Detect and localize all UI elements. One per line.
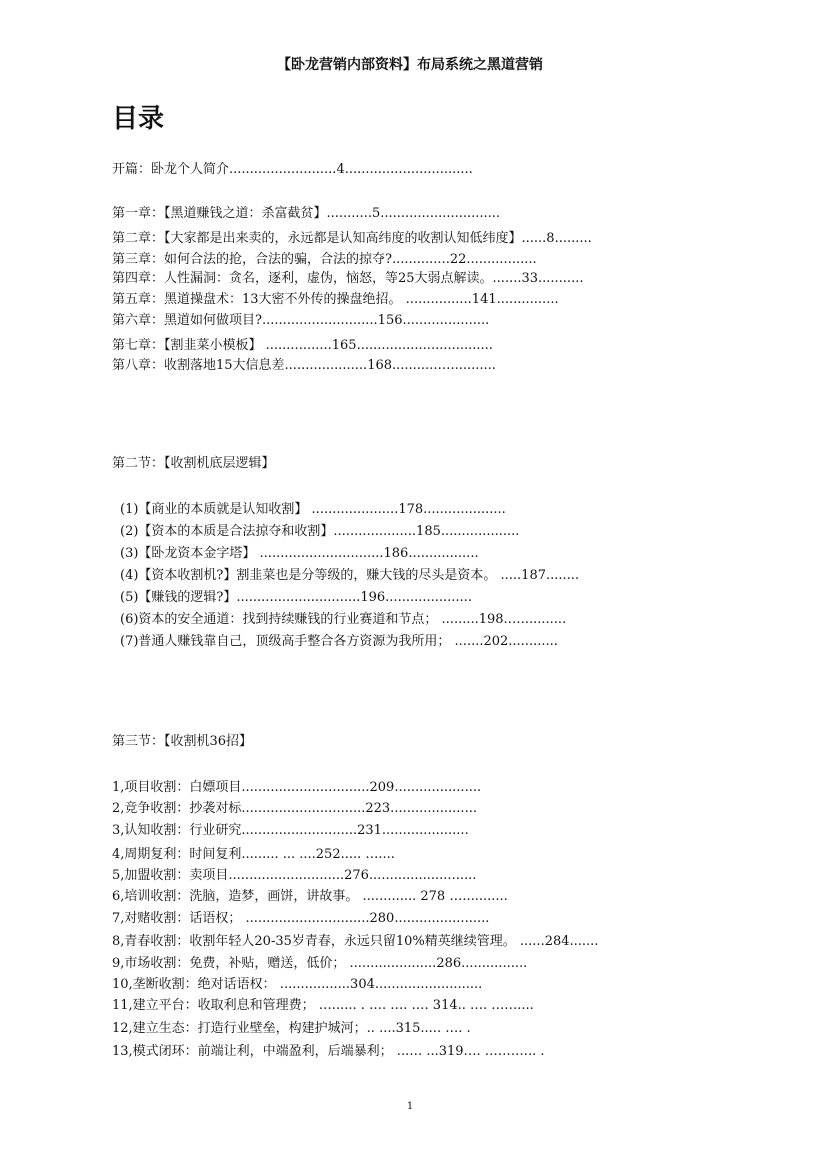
toc-intro[interactable]: 开篇：卧龙个人简介..........................4............................... bbox=[112, 162, 473, 177]
toc-section-3-item[interactable]: 3,认知收割：行业研究............................231..................... bbox=[112, 823, 469, 838]
toc-chapter-3[interactable]: 第三章：如何合法的抢，合法的骗，合法的掠夺?..............22................. bbox=[112, 252, 537, 267]
section-2-heading: 第二节：【收割机底层逻辑】 bbox=[112, 456, 275, 471]
toc-section-2-item[interactable]: (1)【商业的本质就是认知收割】 .....................178.................... bbox=[120, 502, 506, 517]
document-header: 【卧龙营销内部资料】布局系统之黑道营销 bbox=[277, 57, 543, 73]
toc-section-3-item[interactable]: 8,青春收割：收割年轻人20-35岁青春，永远只留10%精英继续管理。 ......284....... bbox=[112, 934, 599, 949]
toc-section-3-item[interactable]: 7,对赌收割：话语权； ..............................280....................... bbox=[112, 911, 490, 926]
toc-chapter-1[interactable]: 第一章：【黑道赚钱之道：杀富截贫】...........5............................. bbox=[112, 206, 501, 221]
toc-section-3-item[interactable]: 4,周期复利：时间复利......... ... ....252..... ….... bbox=[112, 847, 395, 862]
toc-section-2-item[interactable]: (3)【卧龙资本金字塔】 ..............................186................. bbox=[120, 546, 479, 561]
toc-chapter-5[interactable]: 第五章：黑道操盘术：13大密不外传的操盘绝招。 ................141............... bbox=[112, 292, 559, 307]
toc-section-3-item[interactable]: 9,市场收割：免费，补贴，赠送，低价； .....................286................ bbox=[112, 956, 528, 971]
toc-section-2-item[interactable]: (5)【赚钱的逻辑?】..............................196..................... bbox=[120, 590, 472, 605]
page-number: 1 bbox=[406, 1101, 414, 1112]
toc-chapter-2[interactable]: 第二章：【大家都是出来卖的，永远都是认知高纬度的收割认知低纬度】......8......... bbox=[112, 231, 592, 246]
toc-section-2-item[interactable]: (4)【资本收割机?】割韭菜也是分等级的，赚大钱的尽头是资本。 .....187........ bbox=[120, 568, 580, 583]
toc-chapter-6[interactable]: 第六章：黑道如何做项目?............................156..................... bbox=[112, 313, 490, 328]
toc-chapter-4[interactable]: 第四章：人性漏洞：贪名，逐利，虚伪，恼怒，等25大弱点解读。.......33........... bbox=[112, 271, 584, 286]
page-title: 目录 bbox=[112, 104, 165, 134]
toc-section-2-item[interactable]: (2)【资本的本质是合法掠夺和收割】....................185................... bbox=[120, 524, 520, 539]
toc-section-3-item[interactable]: 2,竞争收割：抄袭对标..............................223..................... bbox=[112, 801, 477, 816]
toc-section-3-item[interactable]: 1,项目收割：白嫖项目...............................209..................... bbox=[112, 780, 482, 795]
toc-section-2-item[interactable]: (6)资本的安全通道：找到持续赚钱的行业赛道和节点； .........198.…........... bbox=[120, 612, 567, 627]
toc-chapter-8[interactable]: 第八章：收割落地15大信息差....................168...........…........... bbox=[112, 358, 496, 373]
toc-section-3-item[interactable]: 11,建立平台：收取利息和管理费； …...... . …. …. …. 314.. …. …….... bbox=[112, 998, 534, 1013]
toc-section-2-item[interactable]: (7)普通人赚钱靠自己，顶级高手整合各方资源为我所用； .......202............ bbox=[120, 634, 558, 649]
toc-section-3-item[interactable]: 6,培训收割：洗脑，造梦，画饼，讲故事。 ............. 278 …........... bbox=[112, 889, 508, 904]
toc-chapter-7[interactable]: 第七章：【割韭菜小模板】 ................165................................. bbox=[112, 338, 493, 353]
toc-section-3-item[interactable]: 12,建立生态：打造行业壁垒，构建护城河；.. ....315..... …. . bbox=[112, 1021, 471, 1036]
toc-section-3-item[interactable]: 5,加盟收割：卖项目............................276.......................... bbox=[112, 868, 477, 883]
toc-section-3-item[interactable]: 13,模式闭环：前端让利，中端盈利，后端暴利； ...… ...319…. ………... . bbox=[112, 1044, 545, 1059]
section-3-heading: 第三节：【收割机36招】 bbox=[112, 734, 253, 749]
toc-section-3-item[interactable]: 10,垄断收割：绝对话语权： .................304.......................... bbox=[112, 977, 483, 992]
